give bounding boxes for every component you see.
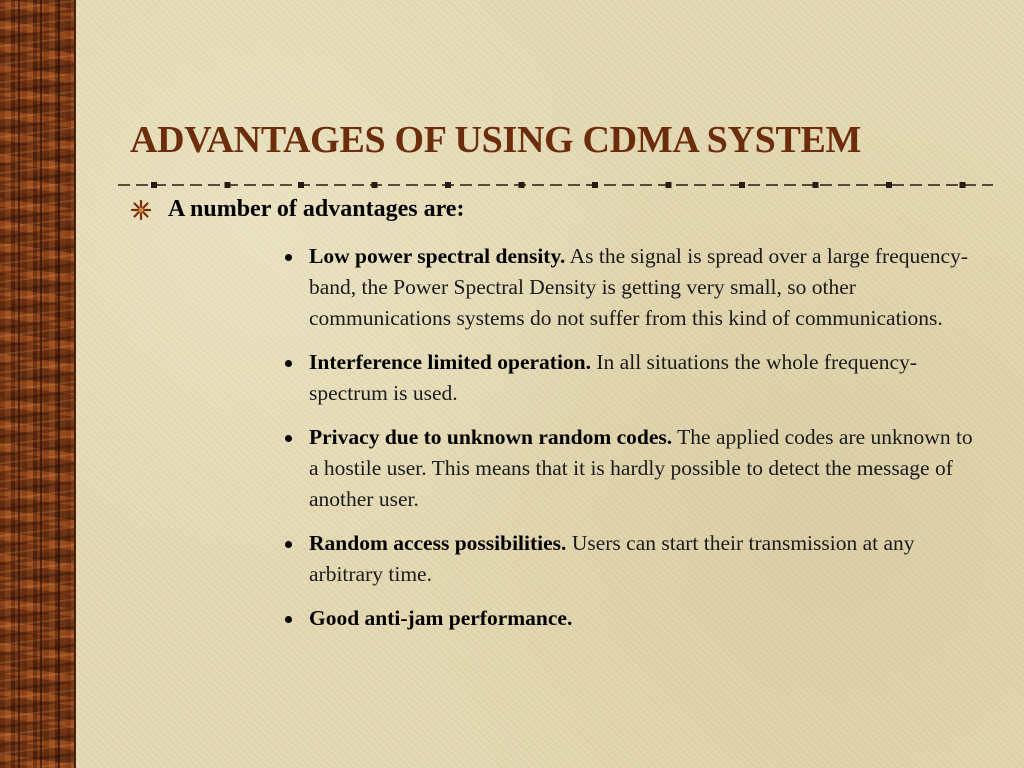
round-bullet-icon xyxy=(285,541,292,548)
divider-diamond xyxy=(225,182,231,188)
list-item-text xyxy=(309,603,979,634)
advantage-term: Interference limited operation. xyxy=(309,350,592,374)
list-item xyxy=(283,603,983,634)
intro-text: A number of advantages are: xyxy=(168,196,465,222)
advantage-description: As the signal is spread over a large frequency-band, the Power Spectral Density is getting very small, so other communications systems do not suffer from this kind of communications. xyxy=(309,244,968,330)
list-item-text xyxy=(309,422,979,515)
wood-seam xyxy=(58,0,60,768)
star-burst-icon xyxy=(130,199,152,221)
slide-title: ADVANTAGES OF USING CDMA SYSTEM xyxy=(130,119,862,161)
divider-diamond xyxy=(739,182,745,188)
divider-diamond xyxy=(592,182,598,188)
round-bullet-icon xyxy=(285,360,292,367)
round-bullet-icon xyxy=(285,616,292,623)
list-item-text xyxy=(309,528,979,590)
wood-seam xyxy=(40,0,42,768)
list-item-text xyxy=(309,347,979,409)
divider-diamond xyxy=(298,182,304,188)
divider-diamond xyxy=(960,182,966,188)
list-item xyxy=(283,528,983,590)
advantage-description: The applied codes are unknown to a hostile user. This means that it is hardly possible to detect the message of another user. xyxy=(309,425,973,511)
advantage-term: Low power spectral density. xyxy=(309,244,566,268)
dash-divider xyxy=(118,179,998,191)
advantage-term: Random access possibilities. xyxy=(309,531,567,555)
advantage-description: In all situations the whole frequency-spectrum is used. xyxy=(309,350,918,405)
divider-diamond xyxy=(519,182,525,188)
round-bullet-icon xyxy=(285,254,292,261)
divider-diamond xyxy=(445,182,451,188)
advantages-list xyxy=(283,241,983,647)
advantage-term: Good anti-jam performance. xyxy=(309,606,573,630)
divider-diamond xyxy=(886,182,892,188)
advantage-description: Users can start their transmission at any arbitrary time. xyxy=(309,531,915,586)
divider-diamond xyxy=(666,182,672,188)
wood-seam xyxy=(18,0,20,768)
list-item xyxy=(283,241,983,334)
round-bullet-icon xyxy=(285,435,292,442)
divider-diamond xyxy=(372,182,378,188)
intro-line xyxy=(130,196,930,223)
divider-diamond xyxy=(813,182,819,188)
wood-border xyxy=(0,0,76,768)
list-item xyxy=(283,422,983,515)
advantage-term: Privacy due to unknown random codes. xyxy=(309,425,673,449)
list-item-text xyxy=(309,241,979,334)
list-item xyxy=(283,347,983,409)
divider-diamond xyxy=(151,182,157,188)
